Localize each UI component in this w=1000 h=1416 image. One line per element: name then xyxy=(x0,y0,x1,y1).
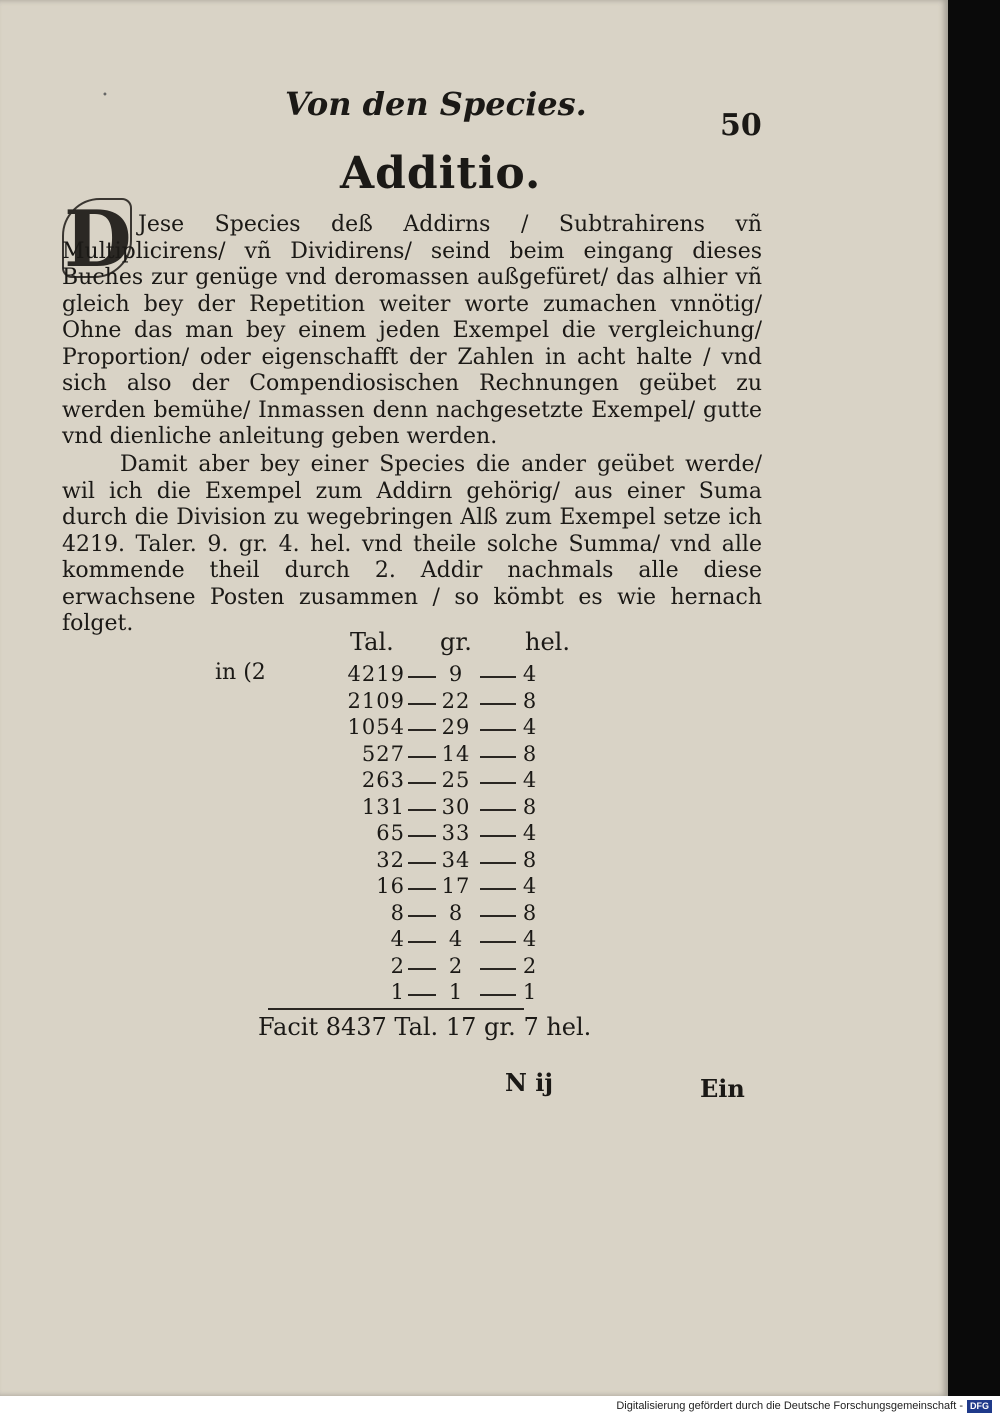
cell-gr: 25 xyxy=(441,768,471,792)
cell-hel: 4 xyxy=(522,874,538,898)
signature-mark: N ij xyxy=(505,1068,554,1097)
running-head: Von den Species. xyxy=(285,85,587,123)
cell-tal: 1 xyxy=(390,980,405,1004)
table-row xyxy=(0,821,948,849)
row-dash xyxy=(408,782,436,784)
table-row xyxy=(0,927,948,955)
cell-gr: 22 xyxy=(441,688,471,713)
cell-gr: 14 xyxy=(441,741,471,766)
cell-hel: 8 xyxy=(522,688,538,713)
row-dash xyxy=(408,862,436,864)
row-dash xyxy=(408,835,436,837)
row-dash xyxy=(480,994,516,996)
table-row xyxy=(0,662,948,690)
page-title: Additio. xyxy=(340,148,542,199)
cell-gr: 30 xyxy=(441,794,471,819)
row-dash xyxy=(408,994,436,996)
row-dash xyxy=(408,756,436,758)
dfg-logo: DFG xyxy=(967,1400,992,1413)
catchword: Ein xyxy=(700,1074,745,1103)
cell-tal: 32 xyxy=(376,847,405,872)
row-dash xyxy=(408,968,436,970)
cell-tal: 65 xyxy=(376,821,405,845)
sum-line xyxy=(268,1008,524,1010)
header-tal: Tal. xyxy=(350,628,394,656)
cell-hel: 4 xyxy=(522,821,538,845)
row-dash xyxy=(408,809,436,811)
cell-gr: 1 xyxy=(448,980,464,1004)
footer xyxy=(0,1396,1000,1416)
table-row xyxy=(0,848,948,876)
cell-gr: 17 xyxy=(441,874,471,898)
cell-gr: 9 xyxy=(448,662,464,686)
cell-tal: 8 xyxy=(390,900,405,925)
row-dash xyxy=(480,809,516,811)
cell-tal: 1054 xyxy=(347,715,405,739)
cell-gr: 29 xyxy=(441,715,471,739)
row-dash xyxy=(480,756,516,758)
cell-tal: 2 xyxy=(390,953,405,978)
row-dash xyxy=(480,729,516,731)
row-dash xyxy=(408,676,436,678)
cell-hel: 8 xyxy=(522,741,538,766)
row-dash xyxy=(480,915,516,917)
row-dash xyxy=(408,941,436,943)
cell-tal: 527 xyxy=(361,741,405,766)
cell-tal: 4219 xyxy=(347,662,405,686)
cell-tal: 131 xyxy=(361,794,405,819)
row-dash xyxy=(480,968,516,970)
row-dash xyxy=(408,915,436,917)
footer-text: Digitalisierung gefördert durch die Deutsche Forschungsgemeinschaft - xyxy=(616,1400,963,1412)
cell-gr: 4 xyxy=(448,927,464,951)
table-row xyxy=(0,715,948,743)
body-paragraph-1: Jese Species deß Addirns / Subtrahirens vñ Multiplicirens/ vñ Dividirens/ seind beim eingang dieses Buches zur genüge vnd deromassen außgefüret/ das alhier vñ gleich bey der Repetition weiter worte zumachen vnnötig/ Ohne das man bey einem jeden Exempel die vergleichung/ Proportion/ oder eigenschafft der Zahlen in acht halte / vnd sich also der Compendiosischen Rechnungen geübet zu werden bemühe/ Inmassen denn nachgesetzte Exempel/ gutte vnd dienliche anleitung geben werden. xyxy=(62,212,762,449)
cell-hel: 2 xyxy=(522,953,538,978)
row-dash xyxy=(480,782,516,784)
facit-total: Facit 8437 Tal. 17 gr. 7 hel. xyxy=(258,1013,592,1041)
cell-hel: 4 xyxy=(522,715,538,739)
header-hel: hel. xyxy=(525,628,570,656)
cell-tal: 4 xyxy=(390,927,405,951)
divisor-label: in (2 xyxy=(215,660,266,685)
cell-tal: 263 xyxy=(361,768,405,792)
row-dash xyxy=(480,888,516,890)
table-row xyxy=(0,768,948,796)
row-dash xyxy=(480,941,516,943)
page-number: 50 xyxy=(720,108,762,143)
table-row xyxy=(0,689,948,717)
table-row xyxy=(0,874,948,902)
table-row xyxy=(0,980,948,1008)
cell-hel: 8 xyxy=(522,794,538,819)
table-row xyxy=(0,742,948,770)
row-dash xyxy=(480,703,516,705)
body-paragraph-2: Damit aber bey einer Species die ander geübet werde/ wil ich die Exempel zum Addirn gehörig/ aus einer Suma durch die Division zu wegebringen Alß zum Exempel setze ich 4219. Taler. 9. gr. 4. hel. vnd theile solche Summa/ vnd alle kommende theil durch 2. Addir nachmals alle diese erwachsene Posten zusammen / so kömbt es wie hernach folget. xyxy=(62,452,762,636)
cell-gr: 2 xyxy=(448,953,464,978)
cell-hel: 1 xyxy=(522,980,538,1004)
cell-tal: 16 xyxy=(376,874,405,898)
page-speck: • xyxy=(102,90,108,101)
row-dash xyxy=(480,676,516,678)
cell-hel: 4 xyxy=(522,768,538,792)
scan-edge xyxy=(948,0,1000,1396)
header-gr: gr. xyxy=(440,628,472,656)
row-dash xyxy=(408,888,436,890)
cell-gr: 34 xyxy=(441,847,471,872)
row-dash xyxy=(480,862,516,864)
cell-hel: 4 xyxy=(522,662,538,686)
row-dash xyxy=(408,703,436,705)
cell-hel: 8 xyxy=(522,900,538,925)
row-dash xyxy=(480,835,516,837)
decorated-initial: D xyxy=(64,194,132,285)
table-row xyxy=(0,795,948,823)
table-row xyxy=(0,954,948,982)
cell-gr: 33 xyxy=(441,821,471,845)
cell-gr: 8 xyxy=(448,900,464,925)
table-row xyxy=(0,901,948,929)
cell-hel: 8 xyxy=(522,847,538,872)
cell-tal: 2109 xyxy=(347,688,405,713)
row-dash xyxy=(408,729,436,731)
cell-hel: 4 xyxy=(522,927,538,951)
